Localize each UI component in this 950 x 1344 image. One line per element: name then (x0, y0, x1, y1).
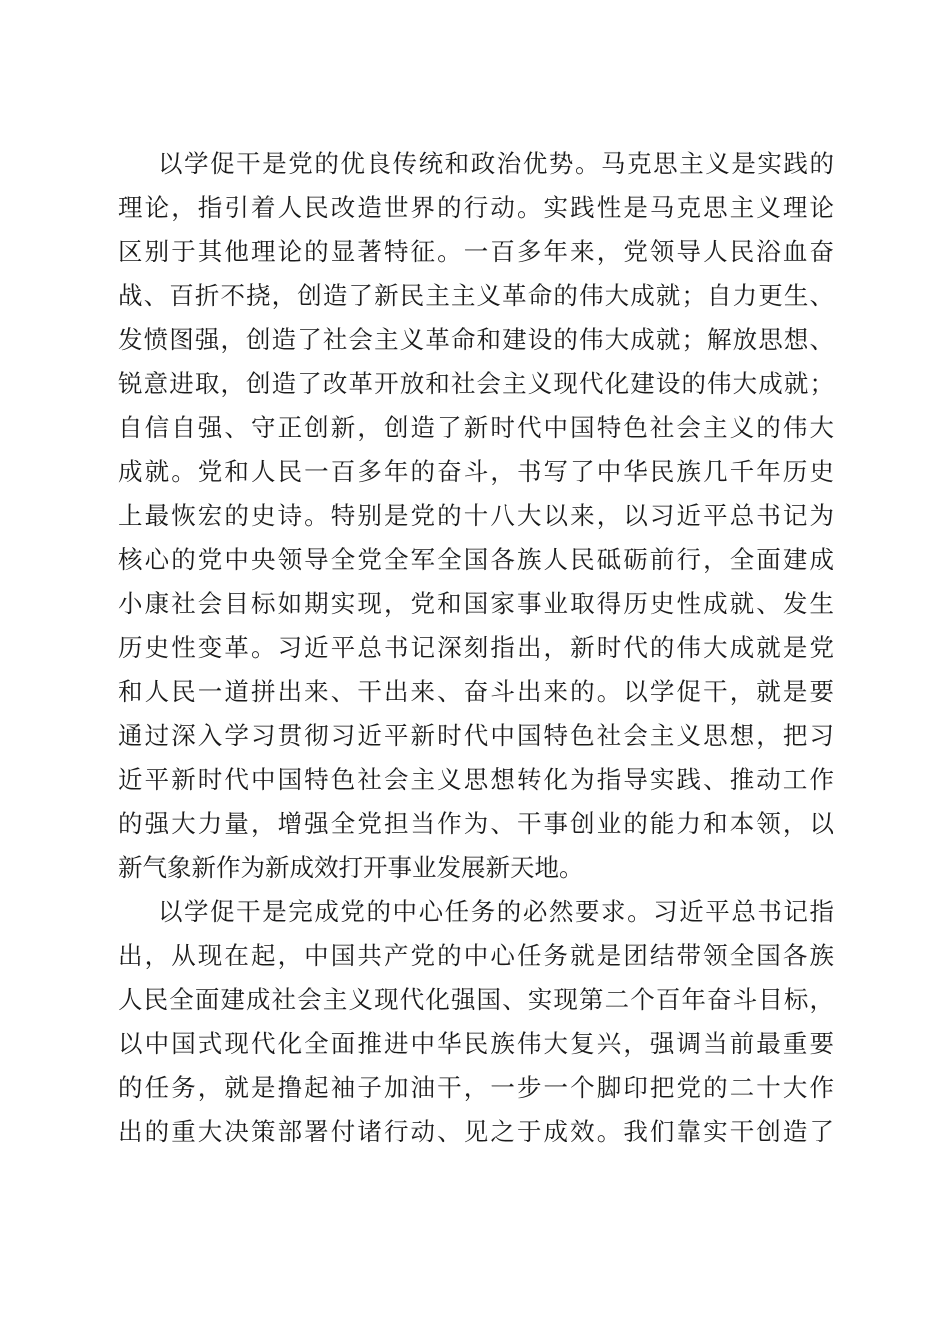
text-line: 的强大力量，增强全党担当作为、干事创业的能力和本领，以 (118, 809, 834, 838)
text-line: 成就。党和人民一百多年的奋斗，书写了中华民族几千年历史 (118, 457, 834, 486)
document-page (118, 142, 834, 1154)
text-line: 锐意进取，创造了改革开放和社会主义现代化建设的伟大成就； (118, 369, 834, 398)
paragraph-1 (118, 142, 834, 890)
text-line: 人民全面建成社会主义现代化强国、实现第二个百年奋斗目标， (118, 985, 834, 1014)
text-line: 以学促干是党的优良传统和政治优势。马克思主义是实践的 (158, 149, 834, 178)
text-line: 战、百折不挠，创造了新民主主义革命的伟大成就；自力更生、 (118, 281, 834, 310)
text-line: 近平新时代中国特色社会主义思想转化为指导实践、推动工作 (118, 765, 834, 794)
text-line: 新气象新作为新成效打开事业发展新天地。 (118, 853, 584, 882)
text-line: 和人民一道拼出来、干出来、奋斗出来的。以学促干，就是要 (118, 677, 834, 706)
text-line: 小康社会目标如期实现，党和国家事业取得历史性成就、发生 (118, 589, 834, 618)
paragraph-2 (118, 890, 834, 1154)
text-line: 核心的党中央领导全党全军全国各族人民砥砺前行，全面建成 (118, 545, 834, 574)
text-line: 理论，指引着人民改造世界的行动。实践性是马克思主义理论 (118, 193, 834, 222)
text-line: 出，从现在起，中国共产党的中心任务就是团结带领全国各族 (118, 941, 834, 970)
text-line: 通过深入学习贯彻习近平新时代中国特色社会主义思想，把习 (118, 721, 834, 750)
text-line: 以中国式现代化全面推进中华民族伟大复兴，强调当前最重要 (118, 1029, 834, 1058)
text-line: 出的重大决策部署付诸行动、见之于成效。我们靠实干创造了 (118, 1117, 834, 1146)
text-line: 区别于其他理论的显著特征。一百多年来，党领导人民浴血奋 (118, 237, 834, 266)
text-line: 发愤图强，创造了社会主义革命和建设的伟大成就；解放思想、 (118, 325, 834, 354)
text-line: 以学促干是完成党的中心任务的必然要求。习近平总书记指 (158, 897, 834, 926)
text-line: 历史性变革。习近平总书记深刻指出，新时代的伟大成就是党 (118, 633, 834, 662)
text-line: 自信自强、守正创新，创造了新时代中国特色社会主义的伟大 (118, 413, 834, 442)
text-line: 的任务，就是撸起袖子加油干，一步一个脚印把党的二十大作 (118, 1073, 834, 1102)
text-line: 上最恢宏的史诗。特别是党的十八大以来，以习近平总书记为 (118, 501, 834, 530)
